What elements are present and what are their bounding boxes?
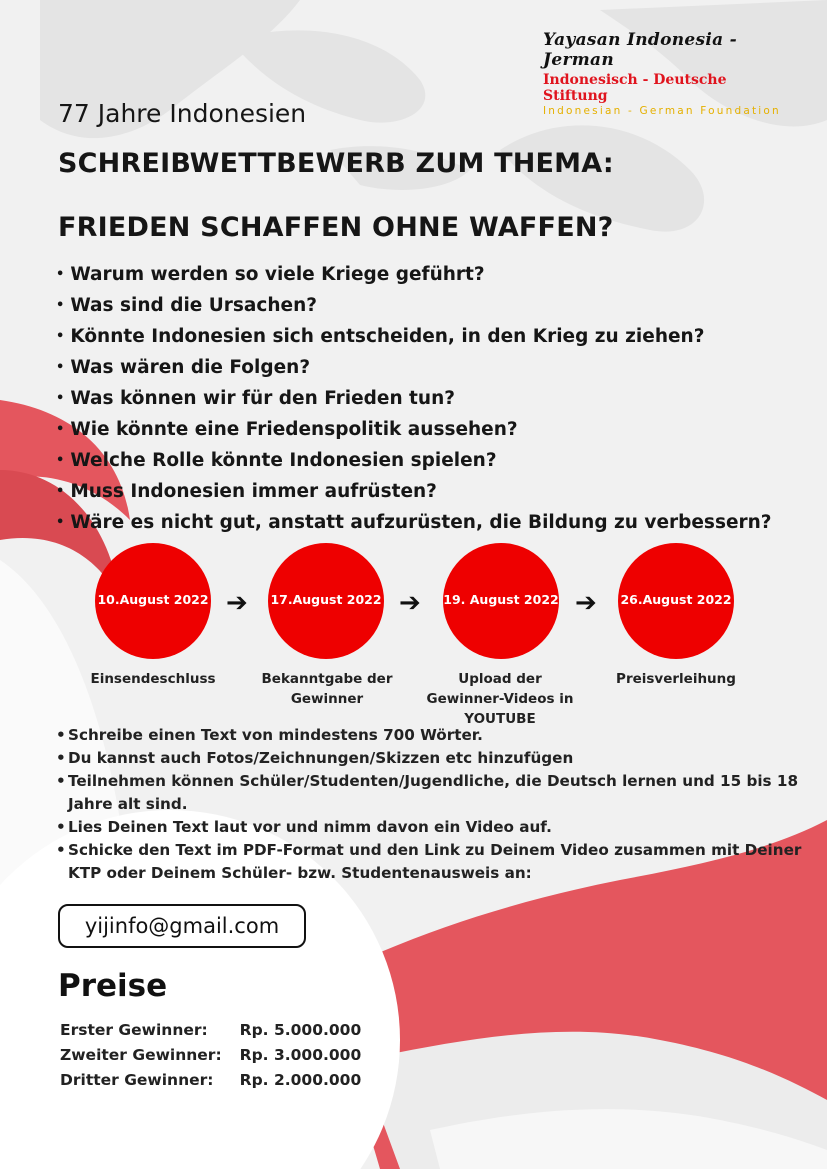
timeline-circle-announcement bbox=[268, 543, 384, 659]
timeline-label: Einsendeschluss bbox=[90, 671, 216, 687]
prize-place: Erster Gewinner: bbox=[60, 1020, 208, 1039]
arrow-right-icon: ➔ bbox=[399, 588, 421, 618]
prize-place: Zweiter Gewinner: bbox=[60, 1045, 222, 1064]
question-item: • Was wären die Folgen? bbox=[56, 353, 772, 384]
timeline-label: Bekanntgabe der Gewinner bbox=[261, 671, 393, 707]
timeline-date: 26.August 2022 bbox=[620, 592, 732, 607]
logo-line-3: Indonesian - German Foundation bbox=[543, 105, 781, 117]
question-item: • Könnte Indonesien sich entscheiden, in den Krieg zu ziehen? bbox=[56, 322, 772, 353]
rule-item: • Teilnehmen können Schüler/Studenten/Jugendliche, die Deutsch lernen und 15 bis 18 Jahre alt sind. bbox=[56, 770, 804, 816]
timeline-date: 10.August 2022 bbox=[97, 592, 209, 607]
prize-row bbox=[60, 1042, 361, 1067]
question-item: • Wäre es nicht gut, anstatt aufzurüsten, die Bildung zu verbessern? bbox=[56, 508, 772, 539]
rule-item: • Schicke den Text im PDF-Format und den Link zu Deinem Video zusammen mit Deiner KTP oder Deinem Schüler- bzw. Studentenausweis an: bbox=[56, 839, 804, 885]
prize-place: Dritter Gewinner: bbox=[60, 1070, 214, 1089]
prizes-table bbox=[60, 1017, 361, 1092]
prize-row bbox=[60, 1067, 361, 1092]
prize-amount: Rp. 2.000.000 bbox=[239, 1070, 362, 1089]
timeline-date: 19. August 2022 bbox=[443, 592, 559, 607]
timeline-circle-upload bbox=[443, 543, 559, 659]
question-item: • Wie könnte eine Friedenspolitik aussehen? bbox=[56, 415, 772, 446]
timeline-label: Upload der Gewinner-Videos in YOUTUBE bbox=[426, 671, 574, 727]
logo-line-1: Yayasan Indonesia - Jerman bbox=[543, 30, 738, 70]
prize-amount: Rp. 5.000.000 bbox=[239, 1020, 362, 1039]
timeline-circle-deadline bbox=[95, 543, 211, 659]
question-item: • Welche Rolle könnte Indonesien spielen? bbox=[56, 446, 772, 477]
foundation-logo bbox=[543, 30, 795, 117]
rule-item: • Schreibe einen Text von mindestens 700 Wörter. bbox=[56, 724, 804, 747]
timeline-label: Preisverleihung bbox=[616, 671, 736, 687]
prize-amount: Rp. 3.000.000 bbox=[239, 1045, 362, 1064]
question-item: • Was sind die Ursachen? bbox=[56, 291, 772, 322]
headline-competition: SCHREIBWETTBEWERB ZUM THEMA: bbox=[58, 148, 614, 179]
timeline-circle-ceremony bbox=[618, 543, 734, 659]
question-item: • Muss Indonesien immer aufrüsten? bbox=[56, 477, 772, 508]
question-item: • Warum werden so viele Kriege geführt? bbox=[56, 260, 772, 291]
prize-row bbox=[60, 1017, 361, 1042]
logo-line-2: Indonesisch - Deutsche Stiftung bbox=[543, 72, 727, 104]
question-item: • Was können wir für den Frieden tun? bbox=[56, 384, 772, 415]
rules-list bbox=[56, 724, 804, 885]
anniversary-subtitle: 77 Jahre Indonesien bbox=[58, 99, 307, 128]
prizes-heading: Preise bbox=[58, 968, 168, 1004]
contact-email[interactable]: yijinfo@gmail.com bbox=[58, 904, 306, 948]
question-list bbox=[56, 260, 772, 539]
timeline-date: 17.August 2022 bbox=[270, 592, 382, 607]
rule-item: • Lies Deinen Text laut vor und nimm davon ein Video auf. bbox=[56, 816, 804, 839]
arrow-right-icon: ➔ bbox=[226, 588, 248, 618]
arrow-right-icon: ➔ bbox=[575, 588, 597, 618]
rule-item: • Du kannst auch Fotos/Zeichnungen/Skizzen etc hinzufügen bbox=[56, 747, 804, 770]
headline-topic: FRIEDEN SCHAFFEN OHNE WAFFEN? bbox=[58, 212, 614, 243]
